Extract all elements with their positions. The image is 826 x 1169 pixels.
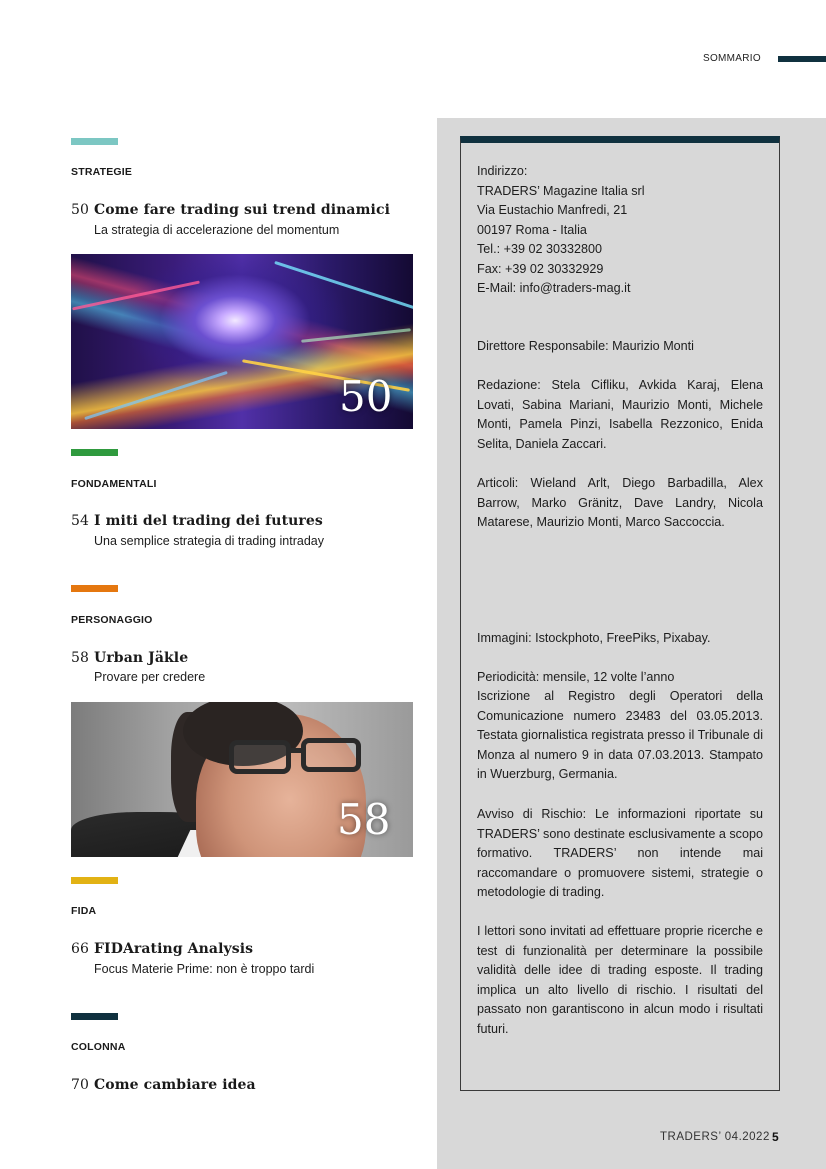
article-title-54[interactable] — [71, 513, 323, 529]
imprint-iscrizione: Iscrizione al Registro degli Operatori della Comunicazione numero 23483 del 03.05.2013. Testata giornalistica registrata presso il Tribunale di Monza al numero 9 in data 07.03.2013. Stampato in Wuerzburg, Germania. — [477, 689, 763, 781]
article-title-70[interactable] — [71, 1077, 256, 1093]
article-title-text: Come fare trading sui trend dinamici — [94, 202, 390, 218]
section-label-fida: FIDA — [71, 905, 97, 917]
speed-lights-photo — [71, 254, 413, 429]
article-page-number: 58 — [71, 650, 90, 666]
article-title-50[interactable] — [71, 202, 390, 218]
article-subtitle-50: La strategia di accelerazione del momentum — [94, 223, 340, 237]
address-label: Indirizzo: — [477, 164, 528, 178]
email[interactable]: E-Mail: info@traders-mag.it — [477, 281, 631, 295]
personaggio-color-bar — [71, 585, 118, 592]
portrait-photo — [71, 702, 413, 857]
article-page-number: 54 — [71, 513, 90, 529]
article-subtitle-66: Focus Materie Prime: non è troppo tardi — [94, 962, 315, 976]
article-page-number: 50 — [71, 202, 90, 218]
article-title-text: I miti del trading dei futures — [94, 513, 323, 529]
footer-issue: TRADERS’ 04.2022 — [660, 1131, 770, 1143]
header-section-label: SOMMARIO — [703, 53, 761, 64]
fax: Fax: +39 02 30332929 — [477, 261, 604, 276]
imprint-articoli: Articoli: Wieland Arlt, Diego Barbadilla, Alex Barrow, Marko Gränitz, Dave Landry, Nicola Matarese, Maurizio Monti, Marco Saccoccia. — [477, 476, 763, 529]
fondamentali-color-bar — [71, 449, 118, 456]
section-label-colonna: COLONNA — [71, 1041, 126, 1053]
imprint-immagini: Immagini: Istockphoto, FreePiks, Pixabay. — [477, 631, 711, 645]
fida-color-bar — [71, 877, 118, 884]
article-page-number: 70 — [71, 1077, 90, 1093]
telephone: Tel.: +39 02 30332800 — [477, 242, 602, 256]
article-title-66[interactable] — [71, 941, 253, 957]
footer-page-number: 5 — [772, 1130, 779, 1144]
article-title-text: FIDArating Analysis — [94, 941, 254, 957]
article-title-text: Urban Jäkle — [94, 650, 189, 666]
strategie-color-bar — [71, 138, 118, 145]
colonna-color-bar — [71, 1013, 118, 1020]
imprint-redazione: Redazione: Stela Cifliku, Avkida Karaj, Elena Lovati, Sabina Mariani, Maurizio Monti, Michele Monti, Pamela Pinzi, Isabella Rezzonico, Enida Selita, Daniela Zaccari. — [477, 378, 763, 451]
imprint-periodicita: Periodicità: mensile, 12 volte l’anno — [477, 670, 675, 684]
imprint-address-block — [477, 162, 763, 299]
article-subtitle-58: Provare per credere — [94, 670, 206, 684]
article-title-text: Come cambiare idea — [94, 1077, 256, 1093]
imprint-avviso-rischio: Avviso di Rischio: Le informazioni riportate su TRADERS’ sono destinate esclusivamente a scopo formativo. TRADERS’ non intende mai raccomandare o promuovere sistemi, strategie o metodologie di trading. — [477, 807, 763, 899]
street-address: Via Eustachio Manfredi, 21 — [477, 203, 628, 217]
article-page-number: 66 — [71, 941, 90, 957]
header-accent-bar — [778, 56, 826, 62]
city-address: 00197 Roma - Italia — [477, 222, 587, 237]
article-title-58[interactable] — [71, 650, 188, 666]
section-label-fondamentali: FONDAMENTALI — [71, 478, 157, 490]
section-label-personaggio: PERSONAGGIO — [71, 614, 153, 626]
imprint-lettori: I lettori sono invitati ad effettuare proprie ricerche e test di funzionalità per determinare la possibile validità delle idee di trading esposte. Il trading implica un alto livello di rischio. I risultati del passato non garantiscono in alcun modo i risultati futuri. — [477, 924, 763, 1036]
section-label-strategie: STRATEGIE — [71, 166, 133, 178]
image-page-number-58: 58 — [337, 795, 391, 844]
imprint-director: Direttore Responsabile: Maurizio Monti — [477, 339, 694, 353]
article-subtitle-54: Una semplice strategia di trading intraday — [94, 534, 324, 548]
image-page-number-50: 50 — [339, 372, 393, 421]
company-name: TRADERS’ Magazine Italia srl — [477, 183, 645, 198]
